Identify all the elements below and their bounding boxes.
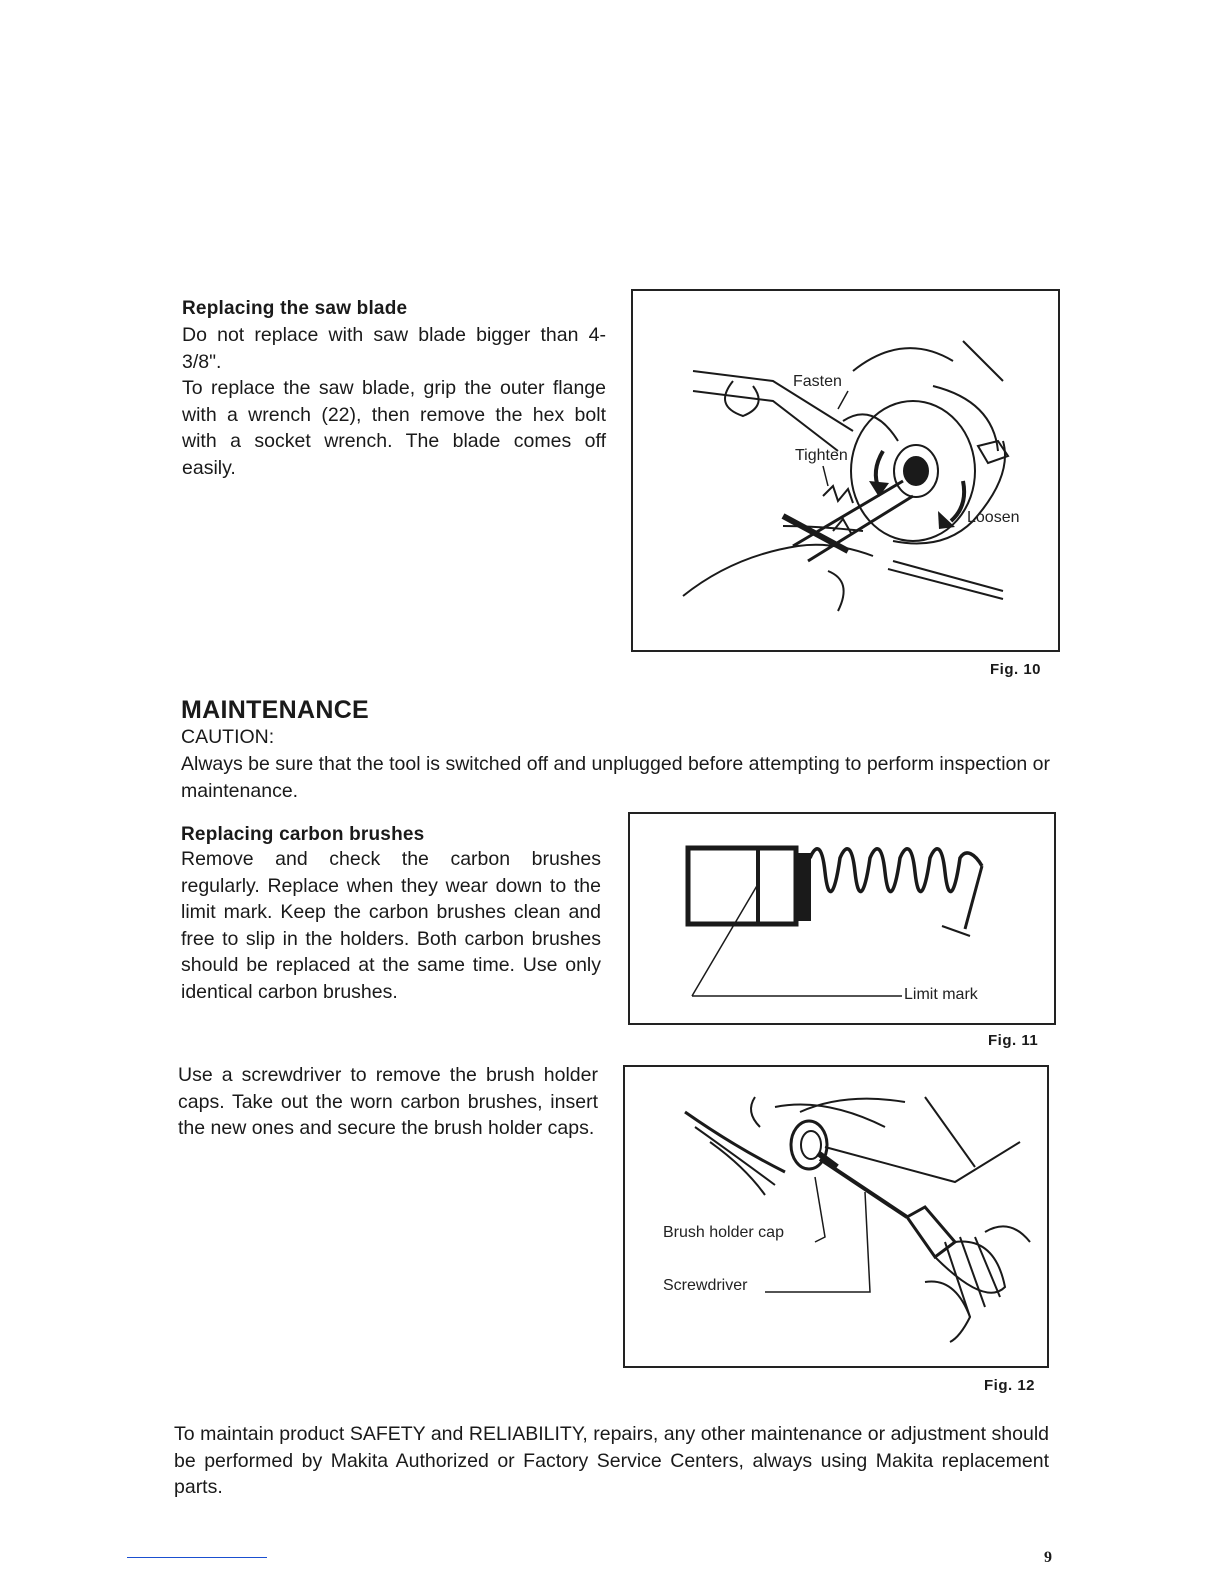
caution-label: CAUTION: bbox=[181, 726, 275, 748]
saw-blade-para-2: To replace the saw blade, grip the outer flange with a wrench (22), then remove the hex bolt with a socket wrench. The blade comes off easily. bbox=[182, 377, 606, 479]
maintenance-title: MAINTENANCE bbox=[181, 696, 370, 724]
fig-12-screwdriver-label: Screwdriver bbox=[663, 1277, 748, 1294]
carbon-brushes-heading: Replacing carbon brushes bbox=[181, 824, 425, 845]
fig-12-brush-holder-cap-label: Brush holder cap bbox=[663, 1224, 784, 1241]
fig-12-illustration bbox=[623, 1065, 1049, 1368]
fig-10-illustration bbox=[631, 289, 1060, 652]
fig-12-drawing bbox=[625, 1067, 1047, 1366]
fig-11-illustration bbox=[628, 812, 1056, 1025]
fig-11-caption: Fig. 11 bbox=[988, 1032, 1039, 1049]
fig-12-caption: Fig. 12 bbox=[984, 1377, 1036, 1394]
caution-text: Always be sure that the tool is switched off and unplugged before attempting to perform inspection or maintenance. bbox=[181, 753, 1050, 802]
service-note: To maintain product SAFETY and RELIABILITY, repairs, any other maintenance or adjustment should be performed by Makita Authorized or Factory Service Centers, always using Makita replacement parts. bbox=[174, 1423, 1049, 1499]
saw-blade-heading: Replacing the saw blade bbox=[182, 298, 408, 319]
page-number: 9 bbox=[1044, 1549, 1052, 1566]
carbon-brushes-para-1: Remove and check the carbon brushes regularly. Replace when they wear down to the limit mark. Keep the carbon brushes clean and free to slip in the holders. Both carbon brushes should be replaced at the same time. Use only identical carbon brushes. bbox=[181, 848, 601, 1003]
fig-10-loosen-label: Loosen bbox=[967, 509, 1020, 526]
fig-10-caption: Fig. 10 bbox=[990, 661, 1042, 678]
saw-blade-text bbox=[182, 322, 606, 482]
fig-10-tighten-label: Tighten bbox=[795, 447, 848, 464]
fig-11-limit-mark-label: Limit mark bbox=[904, 986, 978, 1003]
fig-11-drawing bbox=[630, 814, 1054, 1023]
fig-10-drawing bbox=[633, 291, 1058, 650]
fig-10-fasten-label: Fasten bbox=[793, 373, 842, 390]
saw-blade-para-1: Do not replace with saw blade bigger than 4-3/8". bbox=[182, 324, 606, 373]
carbon-brushes-para-2: Use a screwdriver to remove the brush holder caps. Take out the worn carbon brushes, insert the new ones and secure the brush holder caps. bbox=[178, 1064, 598, 1140]
footer-rule bbox=[127, 1557, 267, 1558]
